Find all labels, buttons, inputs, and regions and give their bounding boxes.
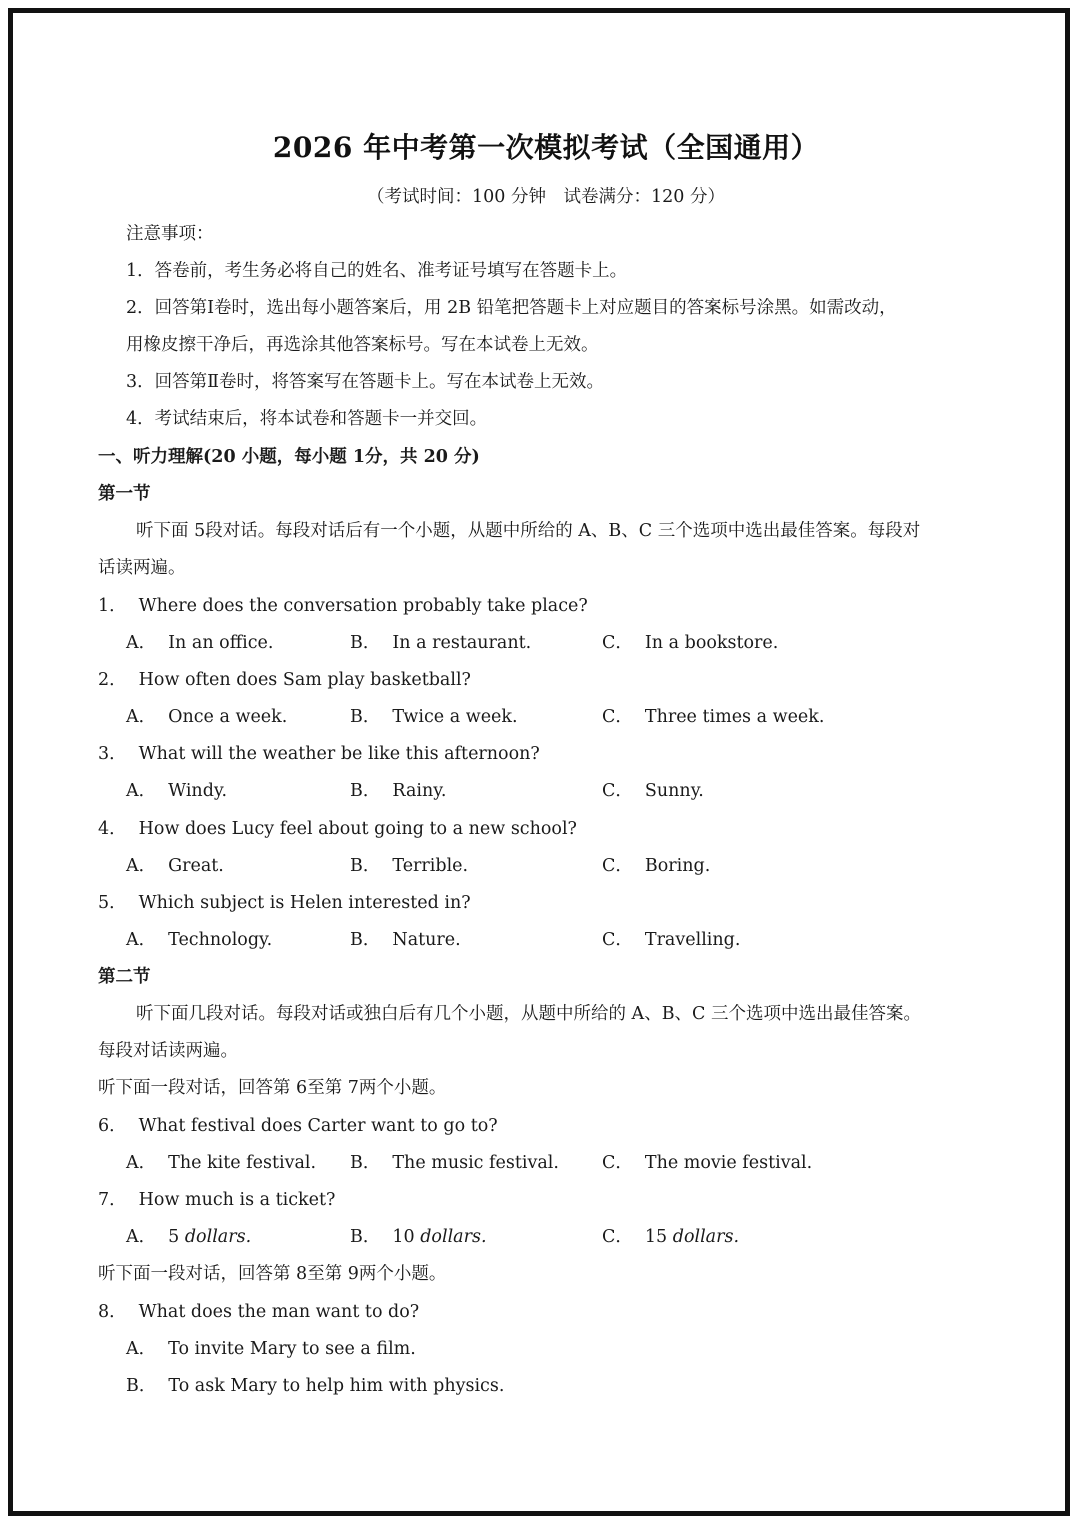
note-item-1: 1．答卷前，考生务必将自己的姓名、准考证号填写在答题卡上。	[126, 261, 628, 281]
section2-heading: 第二节	[98, 967, 151, 987]
q5-option-a: A． Technology.	[126, 930, 273, 950]
q3-option-b: B． Rainy.	[350, 781, 447, 801]
section1-heading: 第一节	[98, 484, 151, 504]
section1-instructions-1: 听下面 5段对话。每段对话后有一个小题，从题中所给的 A、B、C 三个选项中选出最佳答案。每段对	[136, 521, 921, 541]
exam-subtitle: （考试时间：100 分钟 试卷满分：120 分）	[367, 187, 725, 207]
section2-instructions-1: 听下面几段对话。每段对话或独白后有几个小题，从题中所给的 A、B、C 三个选项中选出最佳答案。	[136, 1004, 922, 1024]
note-item-3: 3．回答第Ⅱ卷时，将答案写在答题卡上。写在本试卷上无效。	[126, 372, 605, 392]
note-item-4: 4．考试结束后，将本试卷和答题卡一并交回。	[126, 409, 488, 429]
group1-intro: 听下面一段对话，回答第 6至第 7两个小题。	[98, 1078, 447, 1098]
q6-option-c: C． The movie festival.	[602, 1153, 813, 1173]
section1-instructions-2: 话读两遍。	[98, 558, 186, 578]
q6-option-a: A． The kite festival.	[126, 1153, 317, 1173]
q2-option-c: C． Three times a week.	[602, 707, 825, 727]
q2-option-a: A． Once a week.	[126, 707, 288, 727]
q4-option-c: C． Boring.	[602, 856, 711, 876]
q7-option-c: C． 15 dollars.	[602, 1227, 740, 1247]
q3-option-c: C． Sunny.	[602, 781, 704, 801]
note-item-2-cont: 用橡皮擦干净后，再选涂其他答案标号。写在本试卷上无效。	[126, 335, 599, 355]
q1-option-c: C． In a bookstore.	[602, 633, 779, 653]
q3-option-a: A． Windy.	[126, 781, 228, 801]
question-7: 7． How much is a ticket?	[98, 1190, 336, 1210]
question-5: 5． Which subject is Helen interested in?	[98, 893, 471, 913]
q2-option-b: B． Twice a week.	[350, 707, 518, 727]
q6-option-b: B． The music festival.	[350, 1153, 559, 1173]
question-3: 3． What will the weather be like this afternoon?	[98, 744, 540, 764]
q8-option-b: B． To ask Mary to help him with physics.	[126, 1376, 505, 1396]
section2-instructions-2: 每段对话读两遍。	[98, 1041, 238, 1061]
question-1: 1． Where does the conversation probably take place?	[98, 596, 588, 616]
group2-intro: 听下面一段对话，回答第 8至第 9两个小题。	[98, 1264, 447, 1284]
question-2: 2． How often does Sam play basketball?	[98, 670, 471, 690]
q7-option-b: B． 10 dollars.	[350, 1227, 487, 1247]
question-6: 6． What festival does Carter want to go to?	[98, 1116, 498, 1136]
question-8: 8． What does the man want to do?	[98, 1302, 420, 1322]
q1-option-b: B． In a restaurant.	[350, 633, 532, 653]
q8-option-a: A． To invite Mary to see a film.	[126, 1339, 416, 1359]
q1-option-a: A． In an office.	[126, 633, 274, 653]
q5-option-c: C． Travelling.	[602, 930, 741, 950]
notes-heading: 注意事项：	[126, 224, 214, 244]
exam-title: 2026 年中考第一次模拟考试（全国通用）	[272, 131, 820, 164]
question-4: 4． How does Lucy feel about going to a new school?	[98, 819, 577, 839]
q4-option-a: A． Great.	[126, 856, 224, 876]
note-item-2: 2．回答第Ⅰ卷时，选出每小题答案后，用 2B 铅笔把答题卡上对应题目的答案标号涂黑。如需改动，	[126, 298, 897, 318]
part1-heading: 一、听力理解(20 小题，每小题 1分，共 20 分)	[98, 447, 480, 467]
q5-option-b: B． Nature.	[350, 930, 461, 950]
q4-option-b: B． Terrible.	[350, 856, 469, 876]
q7-option-a: A． 5 dollars.	[126, 1227, 252, 1247]
